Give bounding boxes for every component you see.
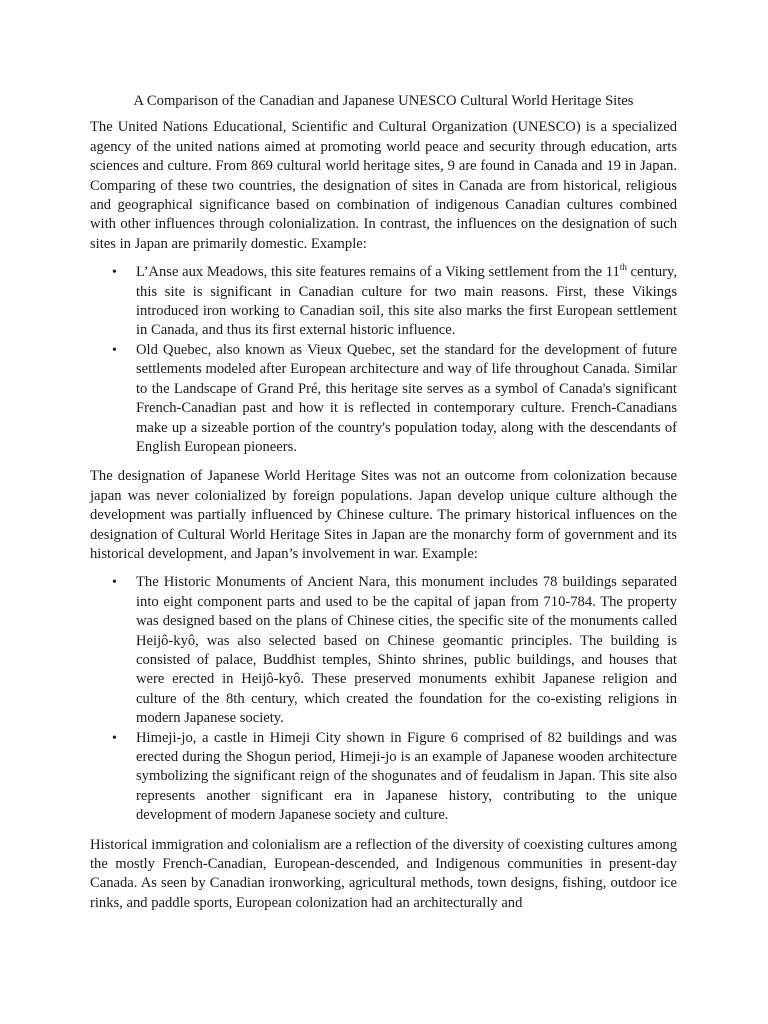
japan-examples-list [90, 573, 677, 825]
ordinal-superscript: th [619, 262, 627, 273]
bullet-icon: • [112, 342, 117, 358]
list-item [90, 341, 677, 457]
bullet-icon: • [112, 730, 117, 746]
list-item-text: Himeji-jo, a castle in Himeji City shown in Figure 6 comprised of 82 buildings and was erected during the Shogun period, Himeji-jo is an example of Japanese wooden architecture symbolizing the significant reign of the shogunates and of feudalism in Japan. This site also represents another significant era in Japanese history, contributing to the unique development of modern Japanese society and culture. [136, 729, 677, 824]
list-item-text: century, this site is significant in Canadian culture for two main reasons. First, these Vikings introduced iron working to Canadian soil, this site also marks the first European settlement in Canada, and thus its first external historic influence. [136, 264, 678, 339]
canada-examples-list [90, 263, 677, 457]
list-item-text: Old Quebec, also known as Vieux Quebec, set the standard for the development of future settlements modeled after European architecture and way of life throughout Canada. Similar to the Landscape of Grand Pré, this heritage site serves as a symbol of Canada's significant French-Canadian past and how it is reflected in contemporary culture. French-Canadians make up a sizeable portion of the country's population today, along with the descendants of English European pioneers. [136, 341, 677, 455]
list-item [90, 263, 677, 341]
list-item [90, 729, 677, 826]
bullet-icon: • [112, 575, 117, 591]
list-item-text: L’Anse aux Meadows, this site features remains of a Viking settlement from the 11 [136, 264, 620, 281]
list-item-text: The Historic Monuments of Ancient Nara, this monument includes 78 buildings separated into eight component parts and used to be the capital of japan from 710-784. The property was designed based on the plans of Chinese cities, the specific site of the monuments called Heijô-kyô, was also selected based on Chinese geomantic principles. The building is consisted of palace, Buddhist temples, Shinto shrines, public buildings, and houses that were erected in Heijô-kyô. These preserved monuments exhibit Japanese religion and culture of the 8th century, which created the foundation for the co-existing religions in modern Japanese society. [136, 574, 677, 727]
document-title: A Comparison of the Canadian and Japanese UNESCO Cultural World Heritage Sites [133, 93, 634, 109]
closing-paragraph: Historical immigration and colonialism are a reflection of the diversity of coexisting cultures among the mostly French-Canadian, European-descended, and Indigenous communities in present-day Canada. As seen by Canadian ironworking, agricultural methods, town designs, fishing, outdoor ice rinks, and paddle sports, European colonization had an architecturally and [90, 836, 677, 911]
japan-paragraph: The designation of Japanese World Heritage Sites was not an outcome from colonization because japan was never colonialized by foreign populations. Japan develop unique culture although the development was partially influenced by Chinese culture. The primary historical influences on the designation of Cultural World Heritage Sites in Japan are the monarchy form of government and its historical development, and Japan’s involvement in war. Example: [90, 468, 677, 562]
intro-paragraph: The United Nations Educational, Scientific and Cultural Organization (UNESCO) is a specialized agency of the united nations aimed at promoting world peace and security through education, arts sciences and culture. From 869 cultural world heritage sites, 9 are found in Canada and 19 in Japan. Comparing of these two countries, the designation of sites in Canada are from historical, religious and geographical significance based on combination of indigenous Canadian cultures combined with other influences through colonialization. In contrast, the influences on the designation of such sites in Japan are primarily domestic. Example: [90, 119, 677, 252]
bullet-icon: • [112, 265, 117, 281]
document-page [90, 92, 677, 922]
list-item [90, 573, 677, 728]
